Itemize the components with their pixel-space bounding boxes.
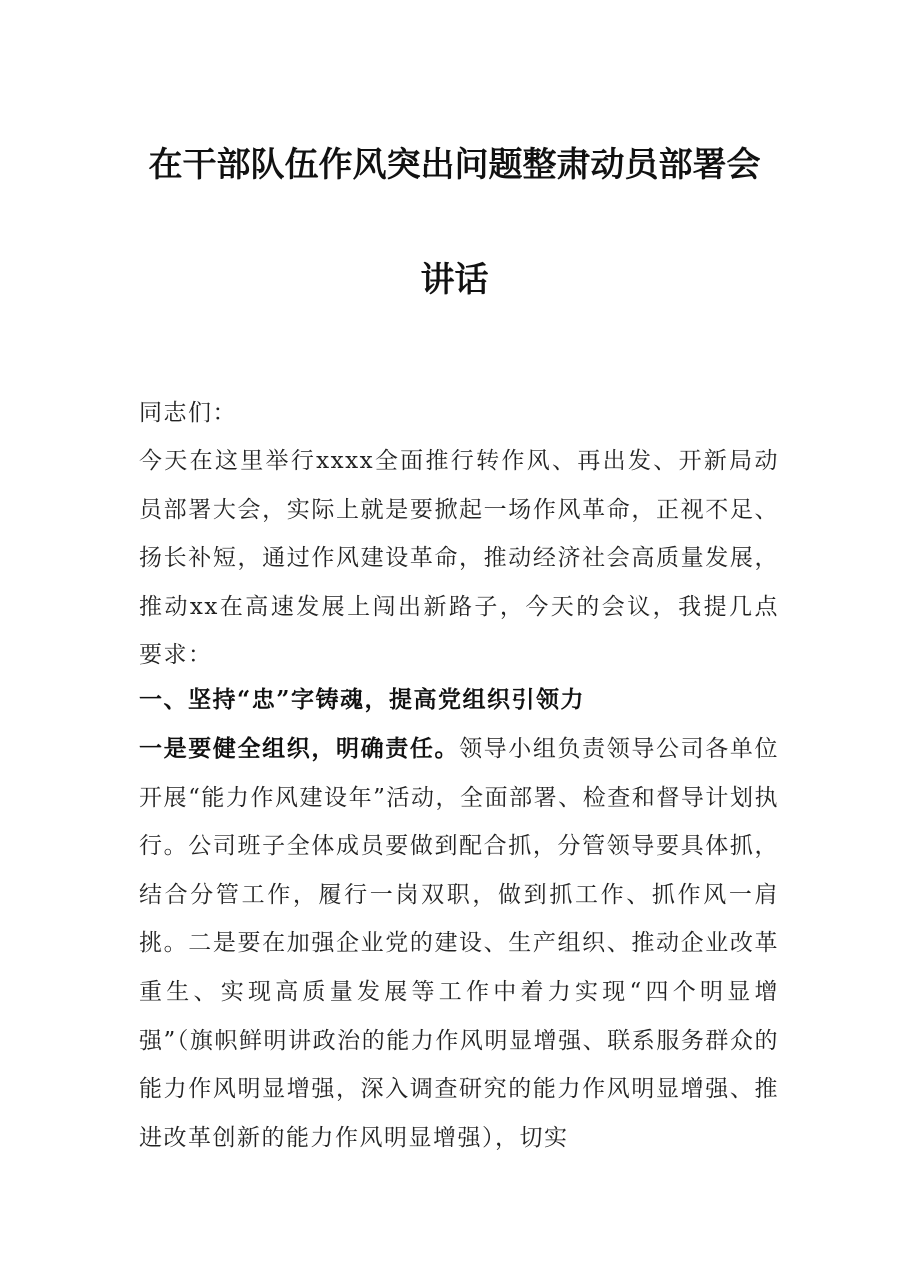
paragraph-body: 领导小组负责领导公司各单位开展“能力作风建设年”活动，全面部署、检查和督导计划执行。公司班子全体成员要做到配合抓，分管领导要具体抓，结合分管工作，履行一岗双职，做到抓工作、抓作风一肩挑。二是要在加强企业党的建设、生产组织、推动企业改革重生、实现高质量发展等工作中着力实现“四个明显增强”（旗帜鲜明讲政治的能力作风明显增强、联系服务群众的能力作风明显增强，深入调查研究的能力作风明显增强、推进改革创新的能力作风明显增强），切实: [139, 736, 780, 1151]
document-title-line1: 在干部队伍作风突出问题整肃动员部署会: [148, 145, 761, 185]
greeting: 同志们：: [139, 400, 237, 426]
paragraph-lead: 一是要健全组织，明确责任。: [139, 735, 460, 762]
document-title-line2: 讲话: [420, 260, 489, 300]
paragraph-section1: [139, 725, 779, 1162]
paragraph-intro: 今天在这里举行xxxx全面推行转作风、再出发、开新局动员部署大会，实际上就是要掀起一场作风革命，正视不足、扬长补短，通过作风建设革命，推动经济社会高质量发展，推动xx在高速发展上闯出新路子，今天的会议，我提几点要求：: [139, 448, 779, 669]
section-heading-1: 一、坚持“忠”字铸魂，提高党组织引领力: [139, 686, 585, 713]
